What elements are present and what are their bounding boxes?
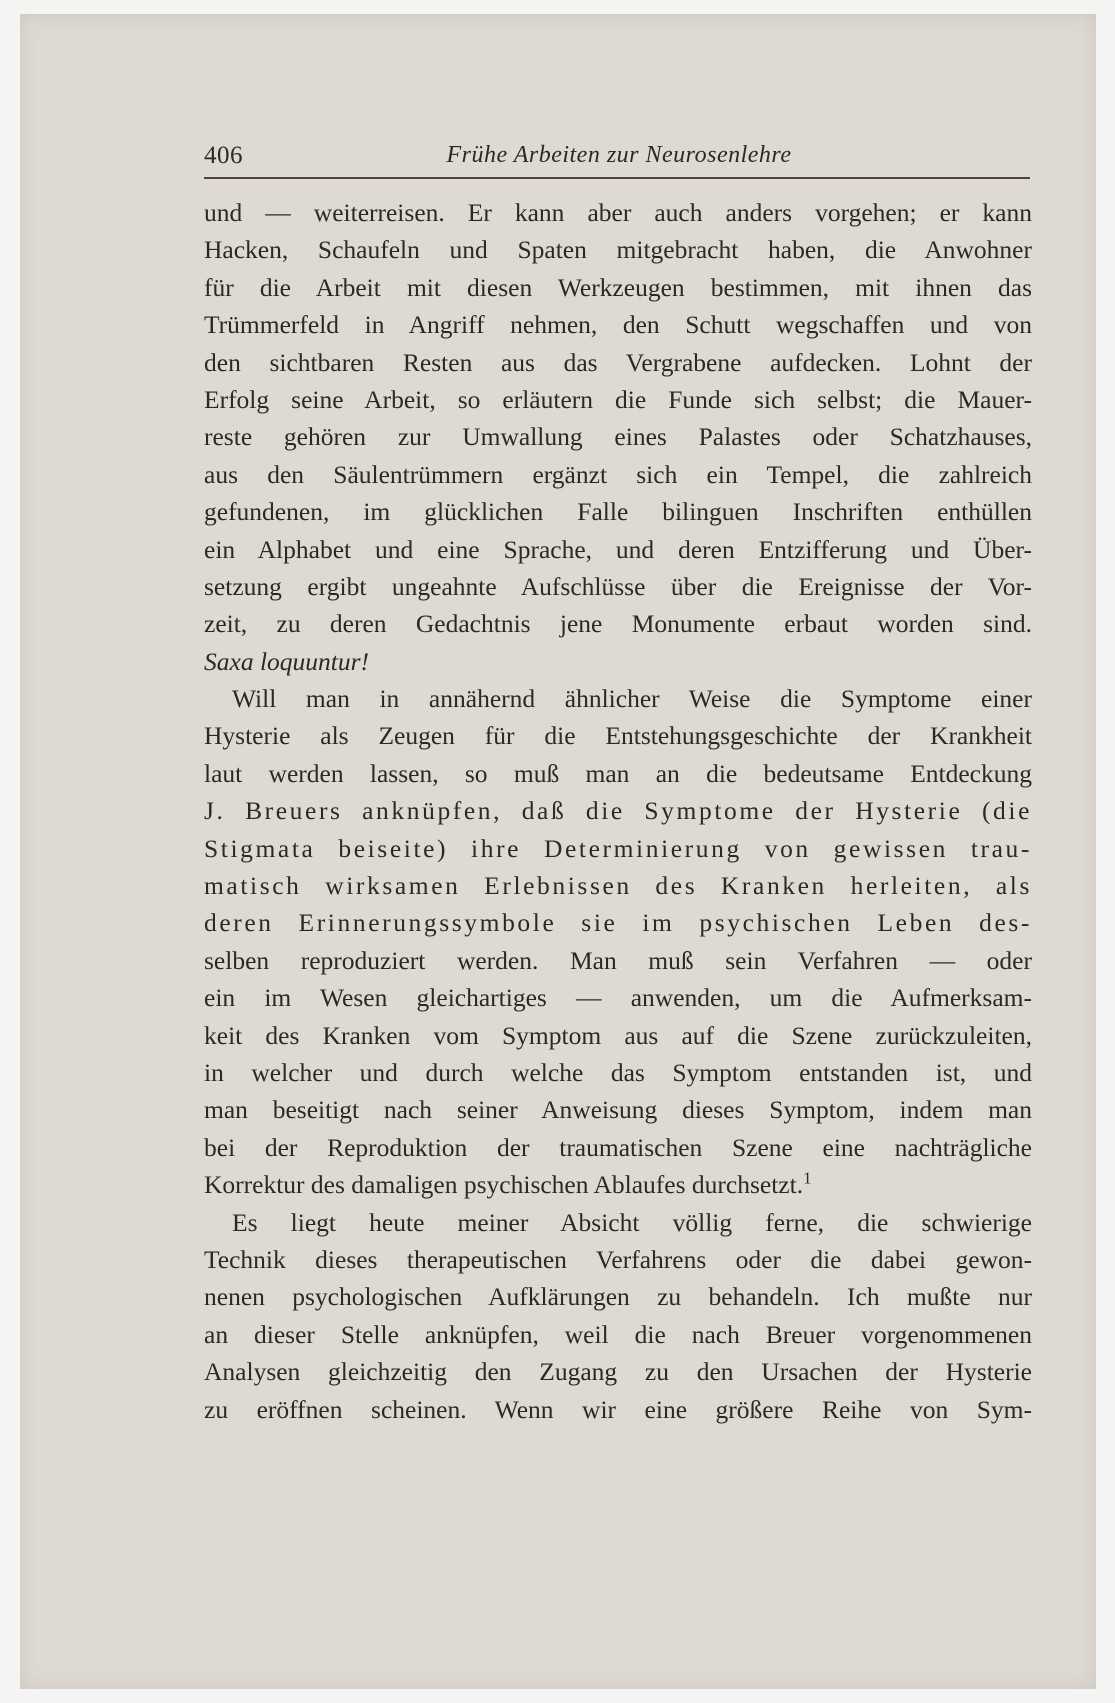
text-line-content: Korrektur des damaligen psychischen Ablaufes durchsetzt. — [204, 1170, 804, 1200]
text-line: Hysterie als Zeugen für die Entstehungsgeschichte der Krankheit — [204, 721, 1032, 751]
text-line: Analysen gleichzeitig den Zugang zu den Ursachen der Hysterie — [204, 1357, 1032, 1387]
text-line-paragraph-start: Will man in annähernd ähnlicher Weise die Symptome einer — [232, 684, 1032, 714]
running-head: Frühe Arbeiten zur Neurosenlehre — [446, 142, 792, 168]
text-line: Hacken, Schaufeln und Spaten mitgebracht haben, die Anwohner — [204, 235, 1032, 265]
text-line: nenen psychologischen Aufklärungen zu behandeln. Ich mußte nur — [204, 1282, 1032, 1312]
text-line: an dieser Stelle anknüpfen, weil die nach Breuer vorgenommenen — [204, 1319, 1032, 1349]
body-text — [204, 194, 1032, 1428]
footnote-marker: 1 — [803, 1168, 812, 1188]
text-line: ein Alphabet und eine Sprache, und deren Entzifferung und Über- — [204, 534, 1032, 564]
text-line: zeit, zu deren Gedachtnis jene Monumente erbaut worden sind. — [204, 609, 1032, 639]
text-line: Erfolg seine Arbeit, so erläutern die Funde sich selbst; die Mauer- — [204, 384, 1032, 414]
text-line: setzung ergibt ungeahnte Aufschlüsse über die Ereignisse der Vor- — [204, 571, 1032, 601]
text-line: und — weiterreisen. Er kann aber auch anders vorgehen; er kann — [204, 198, 1032, 227]
text-line-paragraph-start: Es liegt heute meiner Absicht völlig ferne, die schwierige — [232, 1207, 1032, 1237]
text-line: J. Breuers anknüpfen, daß die Symptome der Hysterie (die — [204, 796, 1032, 826]
text-line: Stigmata beiseite) ihre Determinierung von gewissen trau- — [204, 833, 1032, 863]
text-line: reste gehören zur Umwallung eines Palastes oder Schatzhauses, — [204, 422, 1032, 452]
text-line: in welcher und durch welche das Symptom entstanden ist, und — [204, 1057, 1032, 1087]
header-rule — [204, 177, 1030, 179]
text-line: selben reproduziert werden. Man muß sein Verfahren — oder — [204, 945, 1032, 975]
text-line: den sichtbaren Resten aus das Vergrabene aufdecken. Lohnt der — [204, 347, 1032, 377]
text-line: zu eröffnen scheinen. Wenn wir eine größere Reihe von Sym- — [204, 1394, 1032, 1424]
text-line: matisch wirksamen Erlebnissen des Kranken herleiten, als — [204, 871, 1032, 901]
text-line: Technik dieses therapeutischen Verfahrens oder die dabei gewon- — [204, 1244, 1032, 1274]
text-line: ein im Wesen gleichartiges — anwenden, um die Aufmerksam- — [204, 983, 1032, 1013]
text-line: laut werden lassen, so muß man an die bedeutsame Entdeckung — [204, 758, 1032, 788]
text-line: keit des Kranken vom Symptom aus auf die Szene zurückzuleiten, — [204, 1020, 1032, 1050]
text-line-with-footnote — [204, 1166, 1032, 1203]
page-header — [204, 142, 1034, 176]
text-line: Trümmerfeld in Angriff nehmen, den Schutt wegschaffen und von — [204, 310, 1032, 340]
text-line: bei der Reproduktion der traumatischen Szene eine nachträgliche — [204, 1132, 1032, 1162]
text-line: gefundenen, im glücklichen Falle bilinguen Inschriften enthüllen — [204, 497, 1032, 527]
text-line: man beseitigt nach seiner Anweisung dieses Symptom, indem man — [204, 1095, 1032, 1125]
page-number: 406 — [204, 142, 243, 169]
text-line: aus den Säulentrümmern ergänzt sich ein Tempel, die zahlreich — [204, 459, 1032, 489]
text-line: für die Arbeit mit diesen Werkzeugen bestimmen, mit ihnen das — [204, 272, 1032, 302]
text-line-quote: Saxa loquuntur! — [204, 646, 370, 676]
text-line: deren Erinnerungssymbole sie im psychischen Leben des- — [204, 908, 1032, 938]
